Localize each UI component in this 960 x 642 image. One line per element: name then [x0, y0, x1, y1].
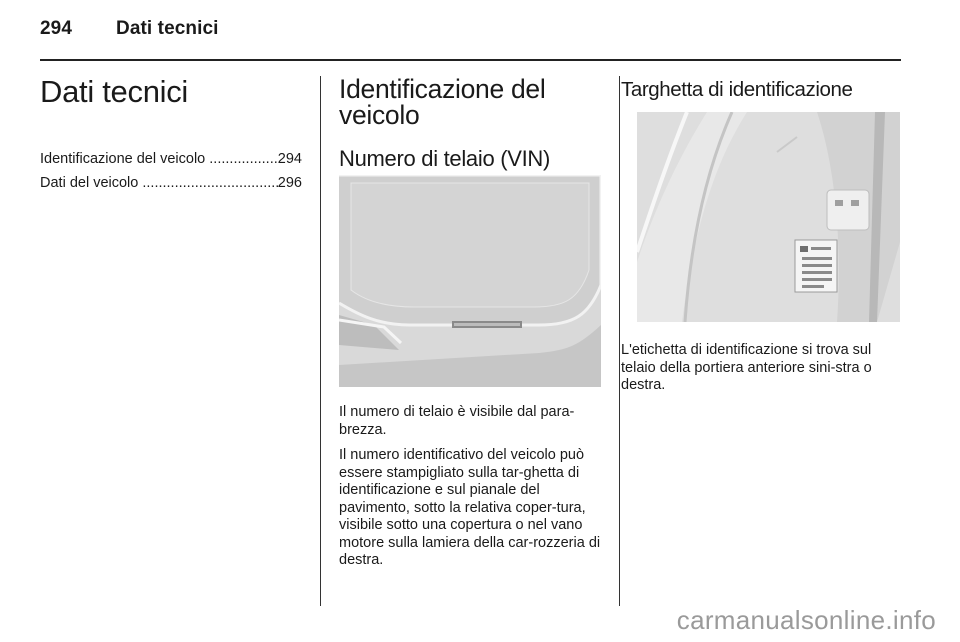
section-title: Identificazione del veicolo — [339, 74, 546, 130]
door-frame-plate-photo — [637, 112, 900, 322]
chapter-title: Dati tecnici — [40, 74, 189, 109]
windshield-vin-photo — [339, 175, 601, 387]
column-divider-2 — [619, 76, 620, 606]
watermark: carmanualsonline.info — [676, 605, 936, 635]
toc-entry-page: 294 — [277, 151, 302, 167]
toc-leader — [205, 147, 278, 171]
toc-column — [40, 74, 302, 195]
paragraph: Il numero identificativo del veicolo può essere stampigliato sulla tar-ghetta di identificazione e sul pianale del pavimento, sotto la relativa coper-tura, visibile sotto una copertura o nel vano motore sulla lamiera della car-rozzeria di destra. — [339, 447, 601, 568]
toc-entry-label: Identificazione del veicolo — [40, 151, 206, 167]
id-plate-column — [621, 78, 902, 102]
paragraph: Il numero di telaio è visibile dal para-brezza. — [339, 404, 575, 438]
header-rule — [40, 59, 901, 61]
vin-description — [339, 404, 605, 578]
toc-entry[interactable] — [40, 171, 302, 195]
toc-entry[interactable] — [40, 147, 302, 171]
page-header — [40, 18, 219, 40]
toc-leader — [138, 171, 277, 195]
vehicle-id-column — [339, 76, 601, 172]
column-divider-1 — [320, 76, 321, 606]
running-title: Dati tecnici — [116, 18, 219, 39]
toc-entry-page: 296 — [277, 175, 302, 191]
section-title: Targhetta di identificazione — [621, 78, 853, 101]
plate-description — [621, 342, 903, 403]
paragraph: L'etichetta di identificazione si trova sul telaio della portiera anteriore sini-stra o destra. — [621, 342, 872, 393]
subsection-title: Numero di telaio (VIN) — [339, 146, 551, 171]
page-number: 294 — [40, 18, 73, 39]
toc-entry-label: Dati del veicolo — [40, 175, 139, 191]
